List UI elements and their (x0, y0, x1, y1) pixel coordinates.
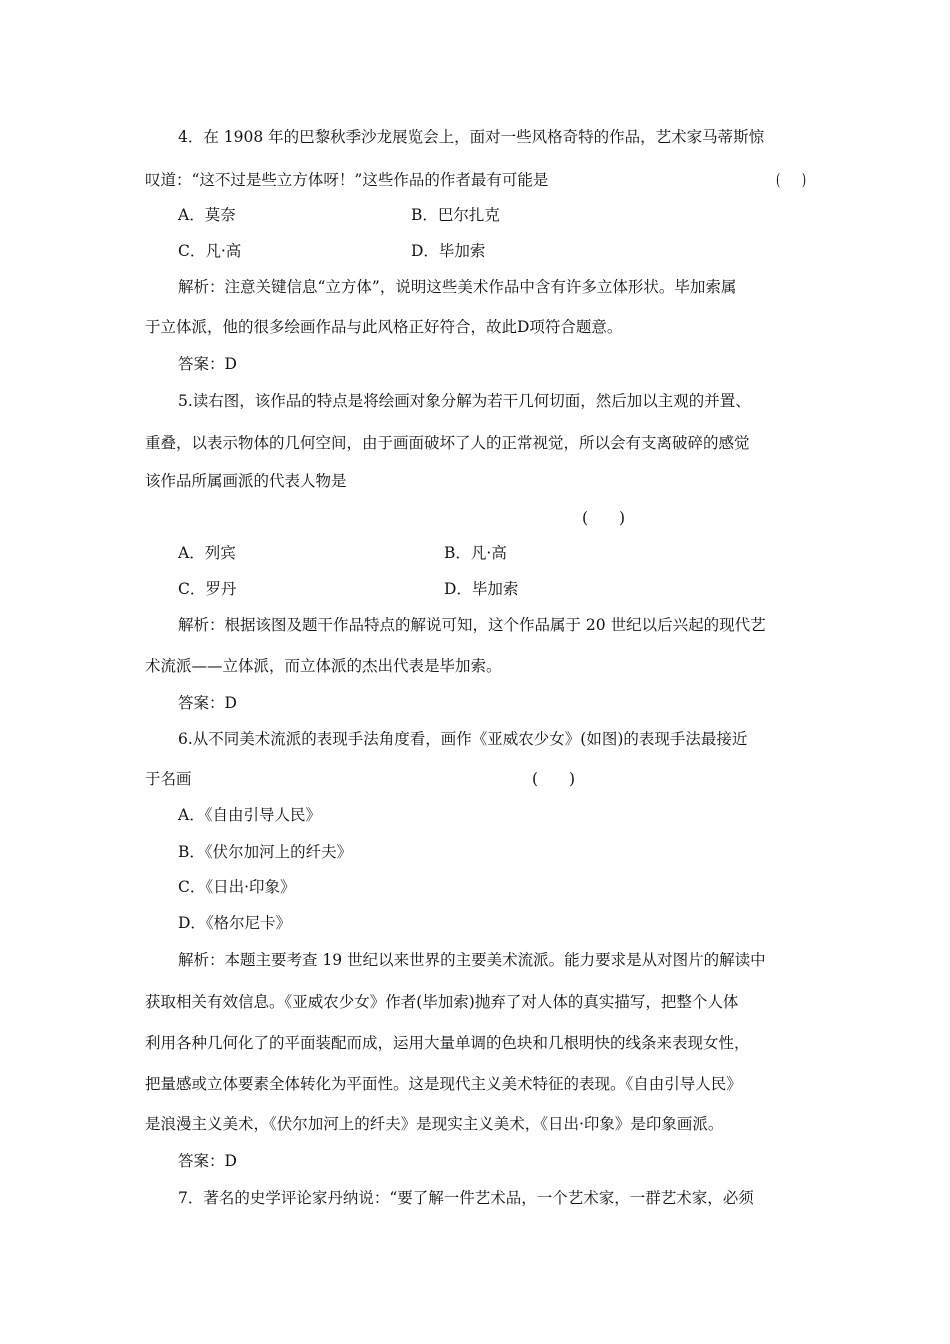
q5-stem-line-2: 重叠，以表示物体的几何空间，由于画面破坏了人的正常视觉，所以会有支离破碎的感觉 (145, 434, 750, 452)
q6-stem-line-1: 6.从不同美术流派的表现手法角度看，画作《亚威农少女》(如图)的表现手法最接近 (178, 730, 748, 748)
q5-answer-paren: ( ) (582, 509, 626, 527)
q6-analysis-line-1: 解析：本题主要考查 19 世纪以来世界的主要美术流派。能力要求是从对图片的解读中 (178, 951, 766, 969)
q4-option-a: A．莫奈 (178, 206, 236, 224)
q4-stem-line-2: 叹道：“这不过是些立方体呀！”这些作品的作者最有可能是 (145, 171, 549, 189)
q6-answer: 答案：D (178, 1152, 237, 1170)
q4-analysis-line-1: 解析：注意关键信息“立方体”，说明这些美术作品中含有许多立体形状。毕加索属 (178, 278, 737, 296)
q5-analysis-line-1: 解析：根据该图及题干作品特点的解说可知，这个作品属于 20 世纪以后兴起的现代艺 (178, 616, 766, 634)
q6-option-c: C．《日出·印象》 (178, 878, 296, 896)
q4-analysis-line-2: 于立体派，他的很多绘画作品与此风格正好符合，故此D项符合题意。 (145, 318, 623, 336)
q4-option-b: B．巴尔扎克 (411, 206, 500, 224)
q5-option-a: A．列宾 (178, 544, 236, 562)
q5-option-d: D．毕加索 (444, 580, 519, 598)
q7-stem-line-1: 7．著名的史学评论家丹纳说：“要了解一件艺术品，一个艺术家，一群艺术家，必须 (178, 1189, 754, 1207)
q4-answer-paren: ( ) (776, 171, 807, 189)
q6-answer-paren: ( ) (532, 770, 576, 788)
q6-stem-line-2: 于名画 (145, 770, 192, 788)
q5-answer: 答案：D (178, 694, 237, 712)
q4-option-c: C．凡·高 (178, 242, 242, 260)
q5-option-c: C．罗丹 (178, 580, 237, 598)
q5-option-b: B．凡·高 (444, 544, 507, 562)
q5-stem-line-3: 该作品所属画派的代表人物是 (145, 472, 347, 490)
q6-analysis-line-4: 把量感或立体要素全体转化为平面性。这是现代主义美术特征的表现。《自由引导人民》 (145, 1075, 742, 1093)
q4-stem-line-1: 4．在 1908 年的巴黎秋季沙龙展览会上，面对一些风格奇特的作品，艺术家马蒂斯惊 (178, 128, 765, 146)
q6-option-d: D．《格尔尼卡》 (178, 914, 292, 932)
q6-analysis-line-2: 获取相关有效信息。《亚威农少女》作者(毕加索)抛弃了对人体的真实描写，把整个人体 (145, 993, 739, 1011)
q5-analysis-line-2: 术流派——立体派，而立体派的杰出代表是毕加索。 (145, 657, 502, 675)
q5-stem-line-1: 5.读右图，该作品的特点是将绘画对象分解为若干几何切面，然后加以主观的并置、 (178, 392, 751, 410)
q6-analysis-line-5: 是浪漫主义美术，《伏尔加河上的纤夫》是现实主义美术，《日出·印象》是印象画派。 (145, 1115, 724, 1133)
q6-option-b: B．《伏尔加河上的纤夫》 (178, 843, 353, 861)
q4-answer: 答案：D (178, 355, 237, 373)
q6-option-a: A．《自由引导人民》 (178, 806, 321, 824)
q4-option-d: D．毕加索 (411, 242, 486, 260)
q6-analysis-line-3: 利用各种几何化了的平面装配而成，运用大量单调的色块和几根明快的线条来表现女性， (145, 1034, 750, 1052)
